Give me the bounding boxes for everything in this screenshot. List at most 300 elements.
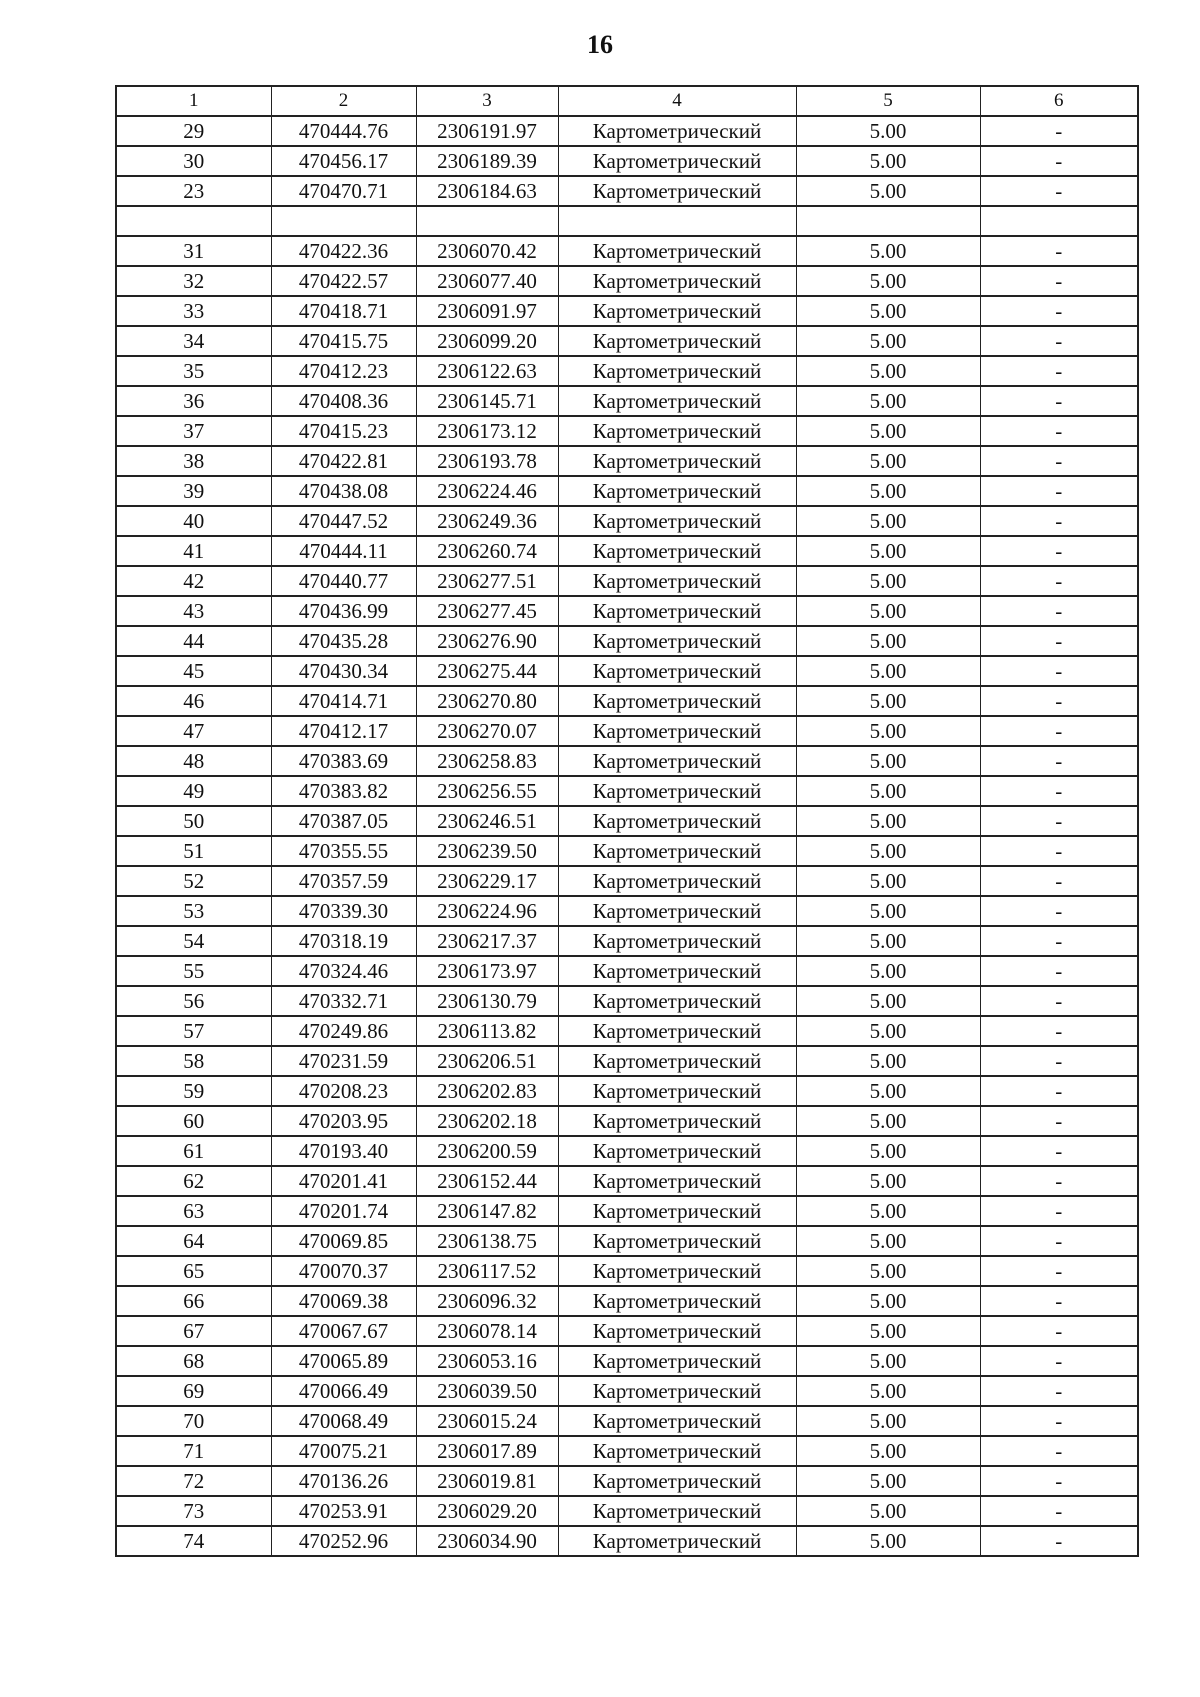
- table-cell: 2306039.50: [416, 1376, 558, 1406]
- table-cell: -: [980, 716, 1138, 746]
- table-cell: Картометрический: [558, 1496, 796, 1526]
- table-cell: 2306113.82: [416, 1016, 558, 1046]
- table-cell: 5.00: [796, 836, 980, 866]
- table-cell: 42: [116, 566, 271, 596]
- table-cell: 5.00: [796, 1106, 980, 1136]
- table-row: [116, 206, 1138, 236]
- table-cell: -: [980, 746, 1138, 776]
- table-cell: Картометрический: [558, 716, 796, 746]
- table-row: [116, 146, 1138, 176]
- table-cell: 470456.17: [271, 146, 416, 176]
- table-cell: -: [980, 776, 1138, 806]
- table-cell: 62: [116, 1166, 271, 1196]
- table-cell: Картометрический: [558, 566, 796, 596]
- table-cell: 74: [116, 1526, 271, 1556]
- table-cell: 5.00: [796, 956, 980, 986]
- table-cell: 470201.41: [271, 1166, 416, 1196]
- table-row: [116, 326, 1138, 356]
- table-cell: 470069.85: [271, 1226, 416, 1256]
- table-cell: 29: [116, 116, 271, 146]
- table-cell: 2306019.81: [416, 1466, 558, 1496]
- table-row: [116, 866, 1138, 896]
- table-row: [116, 1226, 1138, 1256]
- table-row: [116, 1496, 1138, 1526]
- table-cell: 45: [116, 656, 271, 686]
- table-cell: 5.00: [796, 896, 980, 926]
- table-cell: 64: [116, 1226, 271, 1256]
- table-cell: Картометрический: [558, 1316, 796, 1346]
- table-cell: 5.00: [796, 1076, 980, 1106]
- table-cell: 470070.37: [271, 1256, 416, 1286]
- table-cell: 5.00: [796, 1256, 980, 1286]
- table-cell: -: [980, 986, 1138, 1016]
- table-cell: 2306053.16: [416, 1346, 558, 1376]
- table-cell: 470069.38: [271, 1286, 416, 1316]
- table-cell: -: [980, 1496, 1138, 1526]
- table-row: [116, 1466, 1138, 1496]
- table-cell: -: [980, 1406, 1138, 1436]
- table-cell: -: [980, 476, 1138, 506]
- table-cell: -: [980, 1316, 1138, 1346]
- table-cell: Картометрический: [558, 806, 796, 836]
- table-cell: -: [980, 1436, 1138, 1466]
- table-cell: Картометрический: [558, 1286, 796, 1316]
- table-cell: -: [980, 176, 1138, 206]
- table-cell: 470415.75: [271, 326, 416, 356]
- table-cell: Картометрический: [558, 656, 796, 686]
- table-cell: Картометрический: [558, 506, 796, 536]
- table-cell: 470339.30: [271, 896, 416, 926]
- table-cell: Картометрический: [558, 1166, 796, 1196]
- table-cell: 5.00: [796, 1436, 980, 1466]
- table-cell: 470383.82: [271, 776, 416, 806]
- column-header: 6: [980, 86, 1138, 116]
- table-row: [116, 236, 1138, 266]
- table-cell: 2306200.59: [416, 1136, 558, 1166]
- table-cell: 5.00: [796, 326, 980, 356]
- table-cell: Картометрический: [558, 836, 796, 866]
- column-header: 5: [796, 86, 980, 116]
- table-cell: 2306246.51: [416, 806, 558, 836]
- table-cell: 2306229.17: [416, 866, 558, 896]
- table-cell: 470387.05: [271, 806, 416, 836]
- table-cell: Картометрический: [558, 896, 796, 926]
- table-cell: Картометрический: [558, 1466, 796, 1496]
- table-cell: 5.00: [796, 1046, 980, 1076]
- table-cell: 63: [116, 1196, 271, 1226]
- table-row: [116, 1076, 1138, 1106]
- table-cell: 5.00: [796, 986, 980, 1016]
- table-cell: 2306249.36: [416, 506, 558, 536]
- table-cell: Картометрический: [558, 176, 796, 206]
- table-row: [116, 536, 1138, 566]
- table-cell: 5.00: [796, 1406, 980, 1436]
- table-cell: 2306239.50: [416, 836, 558, 866]
- table-cell: 470067.67: [271, 1316, 416, 1346]
- table-cell: 39: [116, 476, 271, 506]
- table-cell: -: [980, 1136, 1138, 1166]
- table-cell: 470436.99: [271, 596, 416, 626]
- table-cell: 2306096.32: [416, 1286, 558, 1316]
- table-row: [116, 296, 1138, 326]
- table-cell: Картометрический: [558, 866, 796, 896]
- table-cell: -: [980, 236, 1138, 266]
- table-cell: -: [980, 1046, 1138, 1076]
- table-row: [116, 656, 1138, 686]
- table-cell: Картометрический: [558, 1526, 796, 1556]
- table-cell: 470136.26: [271, 1466, 416, 1496]
- table-cell: 470066.49: [271, 1376, 416, 1406]
- table-cell: [796, 206, 980, 236]
- table-cell: -: [980, 596, 1138, 626]
- table-cell: 470355.55: [271, 836, 416, 866]
- table-row: [116, 1196, 1138, 1226]
- table-cell: -: [980, 896, 1138, 926]
- table-cell: 5.00: [796, 926, 980, 956]
- table-cell: 5.00: [796, 776, 980, 806]
- table-cell: 5.00: [796, 1286, 980, 1316]
- table-cell: Картометрический: [558, 356, 796, 386]
- table-cell: Картометрический: [558, 956, 796, 986]
- table-cell: 2306091.97: [416, 296, 558, 326]
- table-cell: Картометрический: [558, 596, 796, 626]
- table-cell: 2306270.80: [416, 686, 558, 716]
- table-cell: 5.00: [796, 296, 980, 326]
- table-cell: 57: [116, 1016, 271, 1046]
- table-row: [116, 926, 1138, 956]
- table-cell: 2306275.44: [416, 656, 558, 686]
- table-cell: Картометрический: [558, 266, 796, 296]
- table-cell: 470253.91: [271, 1496, 416, 1526]
- table-cell: -: [980, 1016, 1138, 1046]
- table-cell: -: [980, 656, 1138, 686]
- page-number: 16: [587, 30, 613, 59]
- table-row: [116, 356, 1138, 386]
- table-row: [116, 806, 1138, 836]
- table-cell: 2306260.74: [416, 536, 558, 566]
- table-cell: 5.00: [796, 446, 980, 476]
- table-cell: -: [980, 956, 1138, 986]
- table-cell: 54: [116, 926, 271, 956]
- table-cell: [116, 206, 271, 236]
- table-header-row: [116, 86, 1138, 116]
- table-cell: 34: [116, 326, 271, 356]
- table-cell: [271, 206, 416, 236]
- table-row: [116, 416, 1138, 446]
- table-cell: -: [980, 416, 1138, 446]
- table-cell: 2306029.20: [416, 1496, 558, 1526]
- table-cell: -: [980, 116, 1138, 146]
- table-cell: 67: [116, 1316, 271, 1346]
- table-cell: 5.00: [796, 1016, 980, 1046]
- table-cell: -: [980, 1106, 1138, 1136]
- table-cell: 2306173.12: [416, 416, 558, 446]
- table-cell: 35: [116, 356, 271, 386]
- table-cell: 52: [116, 866, 271, 896]
- table-cell: 5.00: [796, 416, 980, 446]
- table-cell: 50: [116, 806, 271, 836]
- table-cell: 2306122.63: [416, 356, 558, 386]
- table-cell: 470414.71: [271, 686, 416, 716]
- table-cell: 5.00: [796, 1376, 980, 1406]
- table-row: [116, 1106, 1138, 1136]
- table-cell: 5.00: [796, 536, 980, 566]
- table-cell: [980, 206, 1138, 236]
- table-cell: 2306078.14: [416, 1316, 558, 1346]
- table-row: [116, 116, 1138, 146]
- table-body: [116, 116, 1138, 1556]
- table-cell: 53: [116, 896, 271, 926]
- table-cell: 5.00: [796, 566, 980, 596]
- table-row: [116, 1016, 1138, 1046]
- table-cell: -: [980, 686, 1138, 716]
- table-row: [116, 686, 1138, 716]
- table-cell: 2306015.24: [416, 1406, 558, 1436]
- table-cell: 5.00: [796, 716, 980, 746]
- table-cell: Картометрический: [558, 536, 796, 566]
- table-cell: 470208.23: [271, 1076, 416, 1106]
- table-cell: 470318.19: [271, 926, 416, 956]
- table-cell: 43: [116, 596, 271, 626]
- table-cell: -: [980, 326, 1138, 356]
- table-cell: -: [980, 806, 1138, 836]
- column-header: 4: [558, 86, 796, 116]
- table-cell: 51: [116, 836, 271, 866]
- table-row: [116, 1286, 1138, 1316]
- table-cell: 470383.69: [271, 746, 416, 776]
- table-cell: 2306202.18: [416, 1106, 558, 1136]
- table-cell: 2306147.82: [416, 1196, 558, 1226]
- table-cell: 5.00: [796, 1196, 980, 1226]
- table-row: [116, 266, 1138, 296]
- table-cell: 470332.71: [271, 986, 416, 1016]
- table-cell: 2306099.20: [416, 326, 558, 356]
- table-row: [116, 1376, 1138, 1406]
- table-cell: 470422.57: [271, 266, 416, 296]
- table-cell: Картометрический: [558, 776, 796, 806]
- table-cell: 2306258.83: [416, 746, 558, 776]
- table-cell: 5.00: [796, 266, 980, 296]
- table-row: [116, 1346, 1138, 1376]
- table-cell: Картометрический: [558, 686, 796, 716]
- table-row: [116, 386, 1138, 416]
- table-cell: 61: [116, 1136, 271, 1166]
- table-cell: 470422.36: [271, 236, 416, 266]
- table-cell: Картометрический: [558, 446, 796, 476]
- table-cell: 470201.74: [271, 1196, 416, 1226]
- table-cell: 5.00: [796, 356, 980, 386]
- table-cell: Картометрический: [558, 1256, 796, 1286]
- table-cell: 5.00: [796, 1526, 980, 1556]
- table-cell: Картометрический: [558, 146, 796, 176]
- table-cell: -: [980, 836, 1138, 866]
- table-cell: 470447.52: [271, 506, 416, 536]
- table-row: [116, 506, 1138, 536]
- table-header: [116, 86, 1138, 116]
- table-cell: 49: [116, 776, 271, 806]
- table-cell: Картометрический: [558, 476, 796, 506]
- table-cell: 33: [116, 296, 271, 326]
- table-cell: -: [980, 1226, 1138, 1256]
- table-row: [116, 896, 1138, 926]
- table-cell: Картометрический: [558, 626, 796, 656]
- table-cell: 5.00: [796, 626, 980, 656]
- table-cell: 2306217.37: [416, 926, 558, 956]
- column-header: 3: [416, 86, 558, 116]
- table-cell: 30: [116, 146, 271, 176]
- table-cell: -: [980, 446, 1138, 476]
- table-cell: 470412.23: [271, 356, 416, 386]
- table-cell: 5.00: [796, 686, 980, 716]
- table-cell: 23: [116, 176, 271, 206]
- table-row: [116, 836, 1138, 866]
- table-cell: 40: [116, 506, 271, 536]
- table-cell: 5.00: [796, 1226, 980, 1256]
- table-cell: 2306224.46: [416, 476, 558, 506]
- table-cell: Картометрический: [558, 926, 796, 956]
- table-cell: 37: [116, 416, 271, 446]
- table-cell: 470324.46: [271, 956, 416, 986]
- table-cell: -: [980, 146, 1138, 176]
- table-cell: 5.00: [796, 386, 980, 416]
- table-row: [116, 1526, 1138, 1556]
- table-cell: -: [980, 296, 1138, 326]
- table-cell: 2306034.90: [416, 1526, 558, 1556]
- table-cell: Картометрический: [558, 986, 796, 1016]
- table-cell: 5.00: [796, 656, 980, 686]
- table-cell: 2306173.97: [416, 956, 558, 986]
- table-cell: 5.00: [796, 236, 980, 266]
- table-row: [116, 596, 1138, 626]
- table-cell: 48: [116, 746, 271, 776]
- table-cell: 470249.86: [271, 1016, 416, 1046]
- table-cell: 2306270.07: [416, 716, 558, 746]
- column-header: 1: [116, 86, 271, 116]
- table-cell: 2306206.51: [416, 1046, 558, 1076]
- table-cell: -: [980, 866, 1138, 896]
- table-cell: 47: [116, 716, 271, 746]
- table-row: [116, 1436, 1138, 1466]
- table-cell: 41: [116, 536, 271, 566]
- table-cell: -: [980, 1256, 1138, 1286]
- table-cell: Картометрический: [558, 1136, 796, 1166]
- table-cell: -: [980, 926, 1138, 956]
- table-cell: Картометрический: [558, 296, 796, 326]
- table-cell: 5.00: [796, 806, 980, 836]
- table-cell: Картометрический: [558, 1376, 796, 1406]
- table-cell: 470435.28: [271, 626, 416, 656]
- table-row: [116, 956, 1138, 986]
- table-cell: 470430.34: [271, 656, 416, 686]
- table-cell: 72: [116, 1466, 271, 1496]
- table-row: [116, 776, 1138, 806]
- table-cell: 60: [116, 1106, 271, 1136]
- table-cell: -: [980, 1376, 1138, 1406]
- table-row: [116, 566, 1138, 596]
- table-cell: 32: [116, 266, 271, 296]
- table-cell: 5.00: [796, 1136, 980, 1166]
- table-cell: Картометрический: [558, 1346, 796, 1376]
- table-cell: -: [980, 356, 1138, 386]
- table-cell: -: [980, 1196, 1138, 1226]
- table-cell: -: [980, 1466, 1138, 1496]
- table-row: [116, 716, 1138, 746]
- table-row: [116, 1406, 1138, 1436]
- table-cell: 5.00: [796, 746, 980, 776]
- table-cell: 470438.08: [271, 476, 416, 506]
- table-cell: 36: [116, 386, 271, 416]
- table-cell: -: [980, 626, 1138, 656]
- table-row: [116, 626, 1138, 656]
- table-cell: 470444.11: [271, 536, 416, 566]
- table-cell: 5.00: [796, 1466, 980, 1496]
- table-cell: 5.00: [796, 506, 980, 536]
- table-cell: 470408.36: [271, 386, 416, 416]
- table-cell: 470193.40: [271, 1136, 416, 1166]
- table-cell: -: [980, 536, 1138, 566]
- table-cell: 5.00: [796, 1496, 980, 1526]
- table-row: [116, 476, 1138, 506]
- table-cell: 2306184.63: [416, 176, 558, 206]
- table-cell: -: [980, 386, 1138, 416]
- table-cell: Картометрический: [558, 116, 796, 146]
- table-row: [116, 1046, 1138, 1076]
- table-cell: 38: [116, 446, 271, 476]
- table-cell: -: [980, 1286, 1138, 1316]
- table-cell: [416, 206, 558, 236]
- table-cell: 5.00: [796, 596, 980, 626]
- table-cell: 55: [116, 956, 271, 986]
- table-cell: Картометрический: [558, 1406, 796, 1436]
- table-cell: 2306277.45: [416, 596, 558, 626]
- table-cell: -: [980, 1346, 1138, 1376]
- table-cell: -: [980, 1076, 1138, 1106]
- table-cell: 56: [116, 986, 271, 1016]
- table-cell: 5.00: [796, 146, 980, 176]
- table-cell: 5.00: [796, 866, 980, 896]
- table-cell: 5.00: [796, 116, 980, 146]
- table-row: [116, 446, 1138, 476]
- table-cell: 2306138.75: [416, 1226, 558, 1256]
- table-cell: 470415.23: [271, 416, 416, 446]
- table-cell: 2306256.55: [416, 776, 558, 806]
- table-cell: -: [980, 1166, 1138, 1196]
- table-cell: 2306193.78: [416, 446, 558, 476]
- table-cell: Картометрический: [558, 1046, 796, 1076]
- table-cell: 2306017.89: [416, 1436, 558, 1466]
- table-cell: 2306130.79: [416, 986, 558, 1016]
- table-cell: 2306189.39: [416, 146, 558, 176]
- table-cell: Картометрический: [558, 1226, 796, 1256]
- column-header: 2: [271, 86, 416, 116]
- table-cell: 66: [116, 1286, 271, 1316]
- table-cell: 70: [116, 1406, 271, 1436]
- table-cell: 2306077.40: [416, 266, 558, 296]
- table-row: [116, 1316, 1138, 1346]
- table-cell: 71: [116, 1436, 271, 1466]
- table-cell: 65: [116, 1256, 271, 1286]
- table-row: [116, 176, 1138, 206]
- table-cell: [558, 206, 796, 236]
- table-cell: -: [980, 1526, 1138, 1556]
- table-cell: Картометрический: [558, 326, 796, 356]
- table-cell: Картометрический: [558, 1106, 796, 1136]
- table-cell: 2306145.71: [416, 386, 558, 416]
- table-cell: 470065.89: [271, 1346, 416, 1376]
- table-row: [116, 986, 1138, 1016]
- table-cell: Картометрический: [558, 1076, 796, 1106]
- table-row: [116, 746, 1138, 776]
